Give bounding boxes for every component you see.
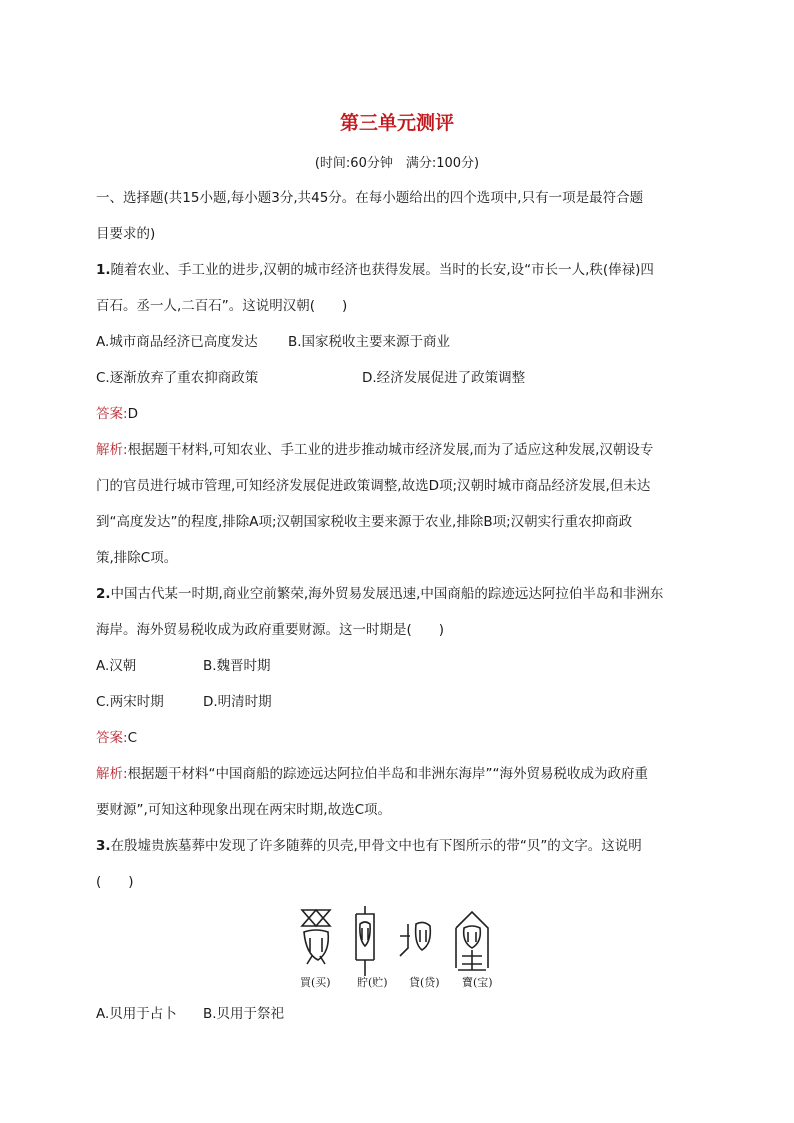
q2-option-d: D.明清时期 (203, 694, 272, 710)
glyph-caption-dai: 貸(贷) (409, 976, 440, 989)
section-heading-line-2: 目要求的) (96, 226, 156, 242)
q1-option-d: D.经济发展促进了政策调整 (362, 370, 526, 386)
q1-number: 1. (96, 262, 111, 278)
exam-time-score: (时间:60分钟 满分:100分) (314, 156, 480, 171)
q2-answer (96, 728, 137, 748)
q1-option-b: B.国家税收主要来源于商业 (288, 334, 451, 350)
section-heading-line-1: 一、选择题(共15小题,每小题3分,共45分。在每小题给出的四个选项中,只有一项是最符合题 (96, 190, 644, 206)
glyph-caption-zhu: 貯(贮) (357, 976, 388, 989)
q2-option-c: C.两宋时期 (96, 694, 164, 710)
glyph-zhu (356, 906, 374, 976)
q2-answer-label: 答案: (96, 730, 128, 746)
q2-analysis-line-1 (96, 764, 648, 784)
q2-option-a: A.汉朝 (96, 658, 137, 674)
q1-stem-line-2: 百石。丞一人,二百石”。这说明汉朝( ) (96, 298, 348, 314)
q1-analysis-line-3: 到“高度发达”的程度,排除A项;汉朝国家税收主要来源于农业,排除B项;汉朝实行重农抑商政 (96, 514, 633, 530)
q3-number: 3. (96, 838, 111, 854)
q2-analysis-line-2: 要财源”,可知这种现象出现在两宋时期,故选C项。 (96, 802, 392, 818)
q2-number: 2. (96, 586, 111, 602)
q3-option-a: A.贝用于占卜 (96, 1006, 177, 1022)
glyph-bao (456, 912, 488, 970)
q1-answer-label: 答案: (96, 406, 128, 422)
q3-stem-line-1 (96, 836, 642, 856)
q1-answer-value: D (127, 406, 138, 422)
q2-analysis-label: 解析: (96, 766, 128, 782)
q1-option-a: A.城市商品经济已高度发达 (96, 334, 258, 350)
q2-analysis-text-1: 根据题干材料“中国商船的踪迹远达阿拉伯半岛和非洲东海岸”“海外贸易税收成为政府重 (127, 766, 649, 782)
q1-analysis-line-1 (96, 440, 653, 460)
q2-stem-line-1 (96, 584, 663, 604)
q1-option-c: C.逐渐放弃了重农抑商政策 (96, 370, 259, 386)
page-title: 第三单元测评 (339, 112, 454, 134)
q1-analysis-line-2: 门的官员进行城市管理,可知经济发展促进政策调整,故选D项;汉朝时城市商品经济发展,但未达 (96, 478, 651, 494)
glyph-dai (400, 922, 430, 956)
q2-answer-value: C (127, 730, 137, 746)
q1-answer (96, 404, 138, 424)
q3-stem-line-2: ( ) (96, 874, 134, 890)
q2-stem-text-1: 中国古代某一时期,商业空前繁荣,海外贸易发展迅速,中国商船的踪迹远达阿拉伯半岛和非洲东 (110, 586, 664, 602)
q3-stem-text-1: 在殷墟贵族墓葬中发现了许多随葬的贝壳,甲骨文中也有下图所示的带“贝”的文字。这说明 (110, 838, 642, 854)
q1-analysis-label: 解析: (96, 442, 128, 458)
glyph-caption-bao: 寶(宝) (462, 976, 493, 989)
q1-analysis-line-4: 策,排除C项。 (96, 550, 178, 566)
q2-stem-line-2: 海岸。海外贸易税收成为政府重要财源。这一时期是( ) (96, 622, 445, 638)
q2-option-b: B.魏晋时期 (203, 658, 271, 674)
glyph-mai (302, 910, 330, 964)
q1-analysis-text-1: 根据题干材料,可知农业、手工业的进步推动城市经济发展,而为了适应这种发展,汉朝设专 (127, 442, 654, 458)
glyph-caption-mai: 買(买) (300, 976, 331, 989)
q1-stem-text-1: 随着农业、手工业的进步,汉朝的城市经济也获得发展。当时的长安,设“市长一人,秩(俸禄)四 (110, 262, 654, 278)
q1-stem-line-1 (96, 260, 654, 280)
q3-option-b: B.贝用于祭祀 (203, 1006, 285, 1022)
